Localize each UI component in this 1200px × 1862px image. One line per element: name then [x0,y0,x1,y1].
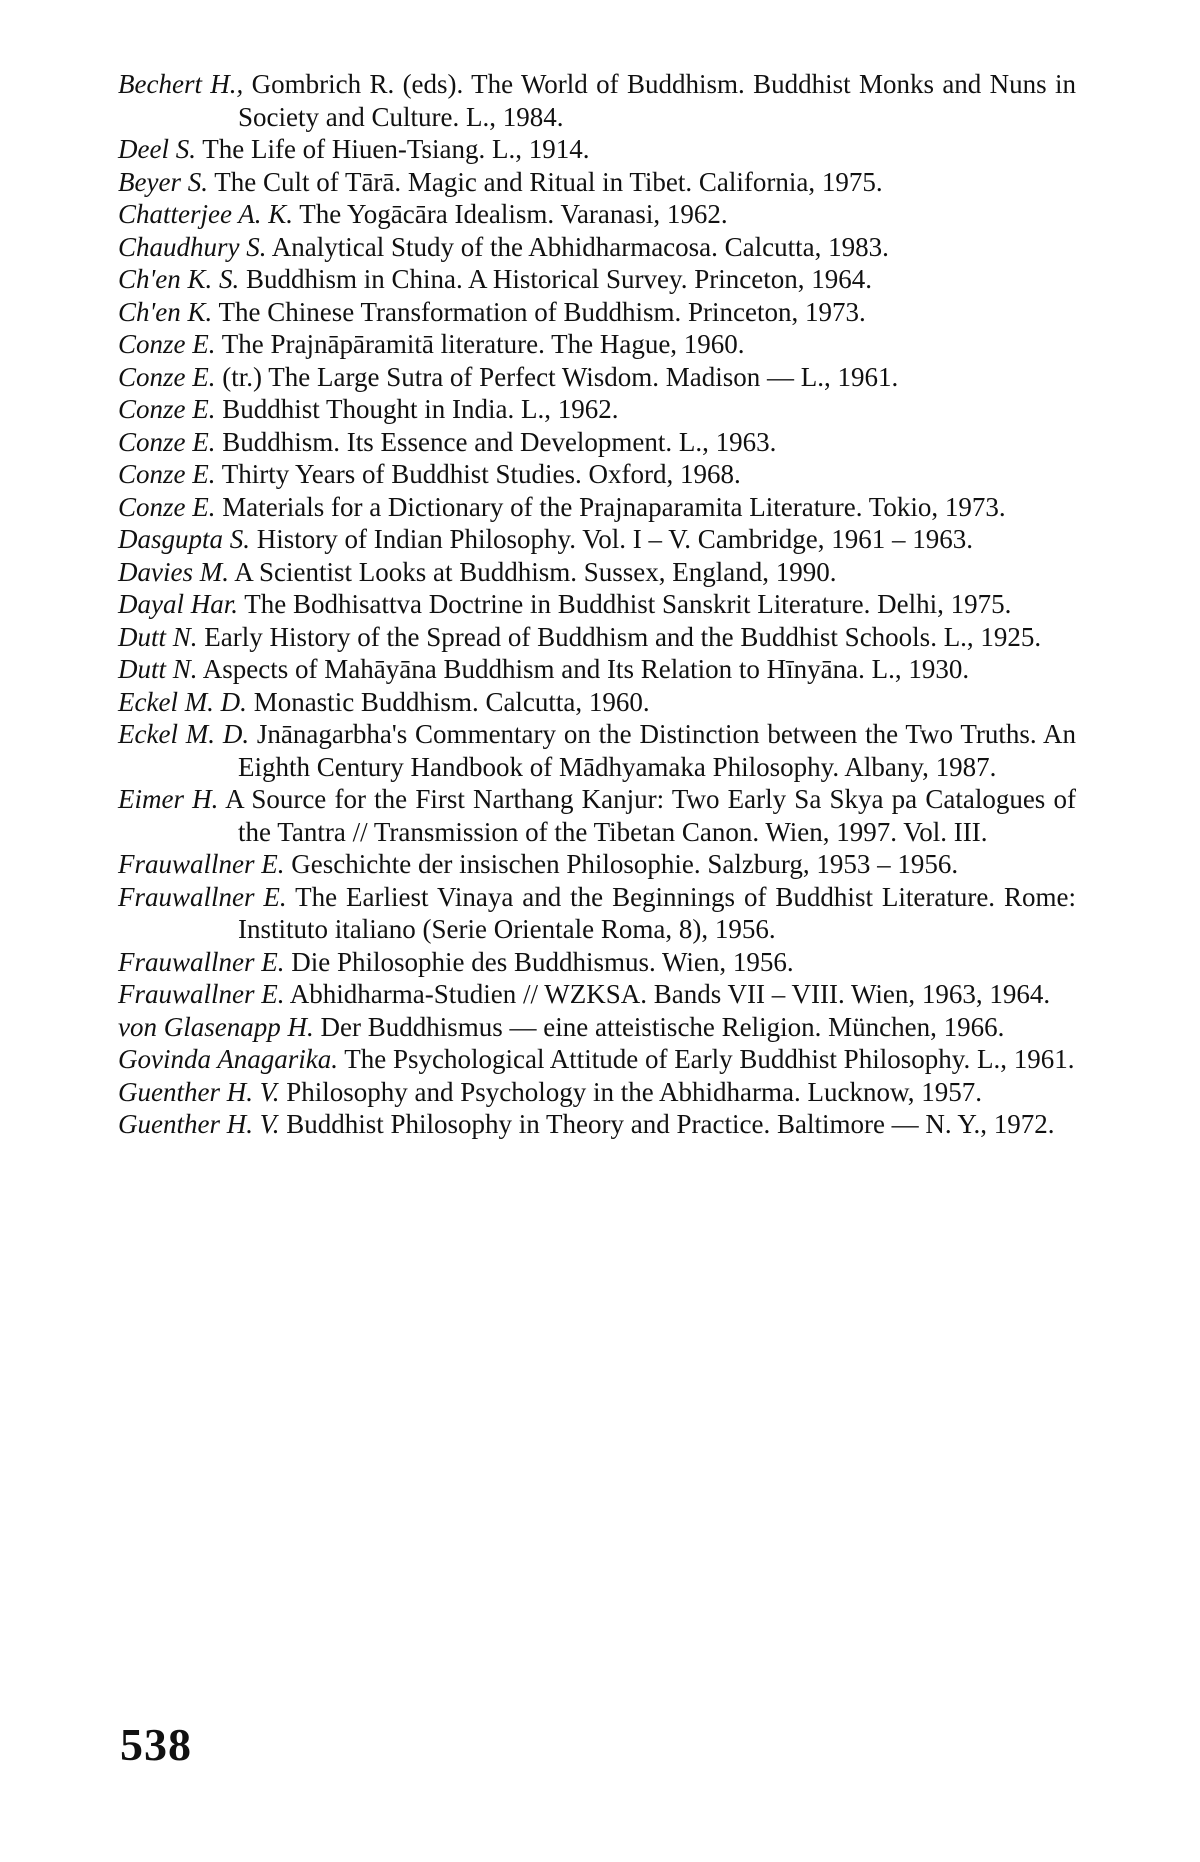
entry-text: Materials for a Dictionary of the Prajnaparamita Literature. Tokio, 1973. [215,491,1006,522]
entry-author: Conze E. [118,361,216,392]
bibliography-entry [118,328,1076,361]
entry-text: Die Philosophie des Buddhismus. Wien, 1956. [284,946,794,977]
bibliography-entry [118,621,1076,654]
entry-author: Frauwallner E. [118,881,287,912]
bibliography-entry [118,946,1076,979]
entry-text: Buddhism in China. A Historical Survey. Princeton, 1964. [239,264,873,294]
bibliography-entry [118,263,1076,296]
entry-author: Conze E. [118,329,216,359]
entry-author: Bechert H., [118,69,244,99]
page-number: 538 [120,1719,192,1770]
entry-text: The Earliest Vinaya and the Beginnings of Buddhist Literature. Rome: Instituto italiano (Serie Orientale Roma, 8), 1956. [238,881,1076,944]
entry-author: Chaudhury S. [118,231,267,262]
bibliography-entry [118,1011,1076,1044]
entry-text: The Prajnāpāramitā literature. The Hague, 1960. [215,329,745,359]
entry-author: Dasgupta S. [118,524,251,554]
bibliography-entry [118,718,1076,783]
bibliography-entry [118,166,1076,199]
entry-text: The Bodhisattva Doctrine in Buddhist Sanskrit Literature. Delhi, 1975. [238,589,1012,619]
entry-author: Dutt N. [118,621,198,652]
entry-text: Thirty Years of Buddhist Studies. Oxford, 1968. [215,459,741,489]
entry-text: The Chinese Transformation of Buddhism. Princeton, 1973. [212,296,866,327]
entry-author: Frauwallner E. [118,849,285,879]
entry-text: Buddhist Thought in India. L., 1962. [215,394,619,424]
entry-author: Beyer S. [118,166,208,197]
bibliography-entry [118,1076,1076,1109]
entry-text: History of Indian Philosophy. Vol. I – V. Cambridge, 1961 – 1963. [250,524,974,554]
bibliography-list [118,68,1076,1141]
bibliography-entry [118,231,1076,264]
bibliography-entry [118,978,1076,1011]
entry-author: Guenther H. V. [118,1109,280,1139]
bibliography-entry [118,458,1076,491]
entry-text: Der Buddhismus — eine atteistische Religion. München, 1966. [313,1011,1005,1042]
bibliography-entry [118,783,1076,848]
entry-text: Philosophy and Psychology in the Abhidharma. Lucknow, 1957. [279,1076,982,1107]
entry-text: Buddhism. Its Essence and Development. L., 1963. [215,426,777,457]
bibliography-entry [118,556,1076,589]
entry-author: Guenther H. V. [118,1076,280,1107]
entry-text: Analytical Study of the Abhidharmacosa. Calcutta, 1983. [266,231,889,262]
entry-text: Monastic Buddhism. Calcutta, 1960. [246,686,650,717]
entry-text: The Yogācāra Idealism. Varanasi, 1962. [293,199,728,229]
bibliography-entry [118,881,1076,946]
bibliography-entry [118,296,1076,329]
entry-author: Davies M. [118,556,229,587]
bibliography-entry [118,491,1076,524]
entry-text: The Psychological Attitude of Early Buddhist Philosophy. L., 1961. [337,1044,1075,1074]
entry-text: Aspects of Mahāyāna Buddhism and Its Relation to Hīnyāna. L., 1930. [197,654,970,684]
entry-text: Abhidharma-Studien // WZKSA. Bands VII – VIII. Wien, 1963, 1964. [284,979,1051,1009]
entry-author: Chatterjee A. K. [118,199,293,229]
entry-author: Ch'en K. S. [118,264,240,294]
bibliography-entry [118,68,1076,133]
entry-author: Conze E. [118,426,216,457]
bibliography-entry [118,653,1076,686]
entry-text: Buddhist Philosophy in Theory and Practice. Baltimore — N. Y., 1972. [279,1109,1055,1139]
bibliography-entry [118,393,1076,426]
entry-text: (tr.) The Large Sutra of Perfect Wisdom. Madison — L., 1961. [215,361,899,392]
entry-text: The Life of Hiuen-Tsiang. L., 1914. [195,134,590,164]
bibliography-entry [118,361,1076,394]
entry-author: Conze E. [118,491,216,522]
bibliography-entry [118,1108,1076,1141]
bibliography-entry [118,588,1076,621]
entry-text: Gombrich R. (eds). The World of Buddhism. Buddhist Monks and Nuns in Society and Culture. L., 1984. [238,69,1076,132]
entry-author: Frauwallner E. [118,946,285,977]
entry-text: A Scientist Looks at Buddhism. Sussex, England, 1990. [228,556,837,587]
entry-author: Govinda Anagarika. [118,1044,338,1074]
entry-author: Eimer H. [118,784,219,814]
entry-author: Eckel M. D. [118,686,247,717]
entry-author: Deel S. [118,134,196,164]
entry-author: Conze E. [118,394,216,424]
entry-text: Early History of the Spread of Buddhism and the Buddhist Schools. L., 1925. [197,621,1042,652]
entry-author: Frauwallner E. [118,979,285,1009]
bibliography-entry [118,523,1076,556]
entry-author: Dayal Har. [118,589,238,619]
bibliography-entry [118,686,1076,719]
entry-author: von Glasenapp H. [118,1011,314,1042]
entry-text: A Source for the First Narthang Kanjur: Two Early Sa Skya pa Catalogues of the Tantra // Transmission of the Tibetan Canon. Wien, 1997. Vol. III. [218,784,1076,847]
entry-text: The Cult of Tārā. Magic and Ritual in Tibet. California, 1975. [207,166,883,197]
entry-author: Dutt N. [118,654,198,684]
bibliography-entry [118,133,1076,166]
entry-author: Conze E. [118,459,216,489]
bibliography-entry [118,426,1076,459]
bibliography-entry [118,198,1076,231]
entry-text: Geschichte der insischen Philosophie. Salzburg, 1953 – 1956. [284,849,959,879]
bibliography-entry [118,1043,1076,1076]
entry-text: Jnānagarbha's Commentary on the Distinction between the Two Truths. An Eighth Century Handbook of Mādhyamaka Philosophy. Albany, 1987. [238,719,1076,782]
bibliography-entry [118,848,1076,881]
entry-author: Eckel M. D. [118,719,250,749]
entry-author: Ch'en K. [118,296,213,327]
